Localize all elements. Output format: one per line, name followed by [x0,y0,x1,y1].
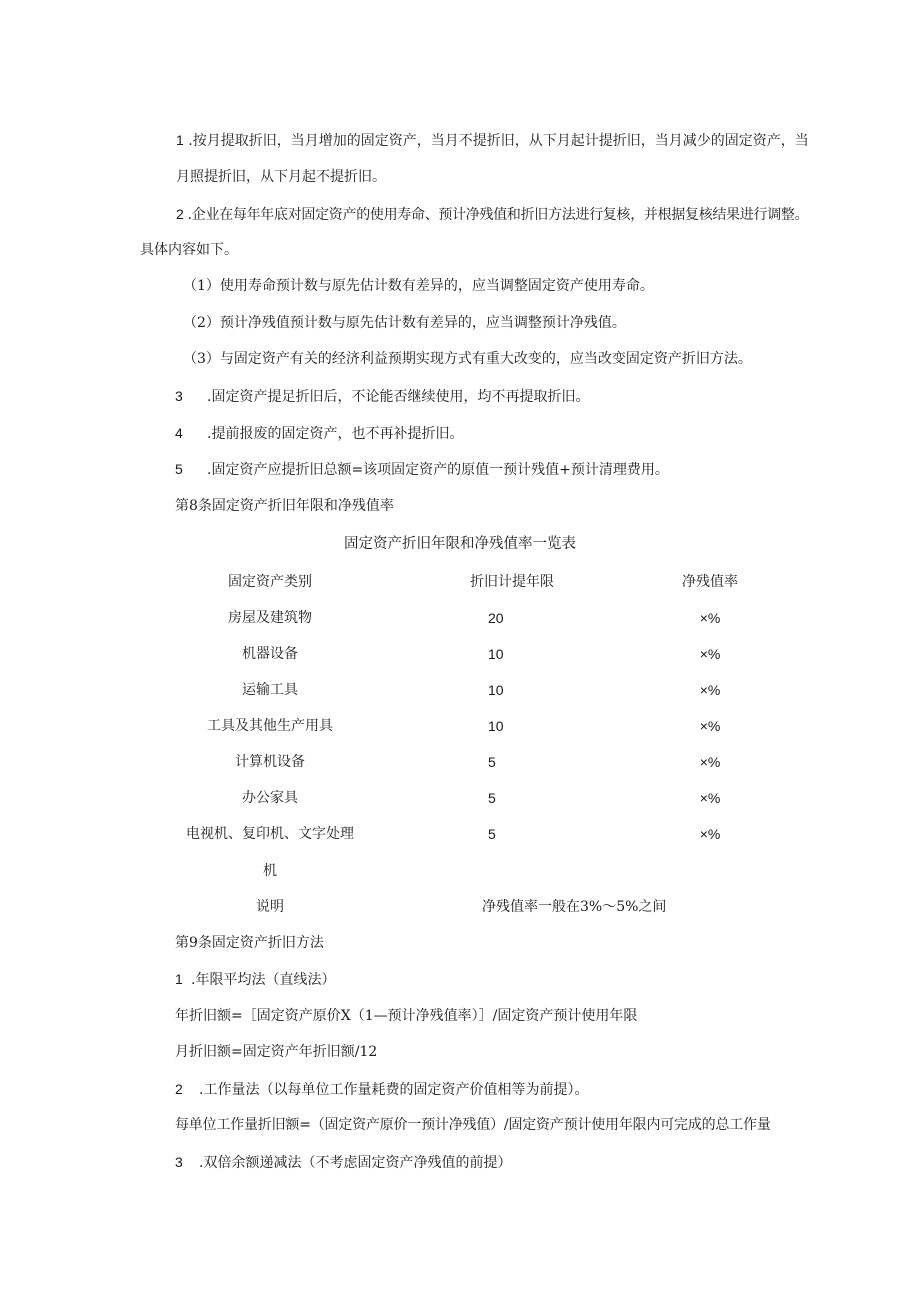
method-2-text: .工作量法（以每单位工作量耗费的固定资产价值相等为前提）。 [199,1082,589,1098]
note-text: 净残值率一般在3%～5%之间 [482,899,667,915]
paragraph-5 [175,460,669,479]
row-rate: ×% [699,826,721,842]
row-rate: ×% [699,718,721,734]
method-3-text: .双倍余额递减法（不考虑固定资产净残值的前提） [199,1155,512,1171]
method-1 [175,970,335,989]
row-category: 房屋及建筑物 [228,610,312,626]
paragraph-5-text: .固定资产应提折旧总额=该项固定资产的原值一预计残值+预计清理费用。 [207,462,669,478]
row-rate: ×% [699,646,721,662]
row-years: 5 [488,790,496,806]
paragraph-2 [176,205,808,224]
row-category: 计算机设备 [235,754,305,770]
method-1-number: 1 [175,971,183,987]
table-header-rate: 净残值率 [682,574,738,590]
row-years: 5 [488,826,496,842]
method-2-number: 2 [175,1081,183,1097]
row-years: 10 [488,718,504,734]
row-years: 5 [488,754,496,770]
paragraph-3-text: .固定资产提足折旧后，不论能否继续使用，均不再提取折旧。 [207,389,590,405]
paragraph-4-number: 4 [175,425,183,441]
paragraph-1 [176,131,809,150]
article-9-heading: 第9条固定资产折旧方法 [175,935,324,951]
article-8-heading: 第8条固定资产折旧年限和净残值率 [175,498,394,514]
row-rate: ×% [699,610,721,626]
sub-item-2: （2）预计净残值预计数与原先估计数有差异的，应当调整预计净残值。 [183,315,626,331]
paragraph-3-number: 3 [175,388,183,404]
sub-item-1: （1）使用寿命预计数与原先估计数有差异的，应当调整固定资产使用寿命。 [183,278,654,294]
method-2 [175,1080,588,1099]
row-category: 工具及其他生产用具 [207,718,333,734]
row-category-continued: 机 [263,863,277,879]
note-label: 说明 [256,899,284,915]
row-rate: ×% [699,790,721,806]
row-category: 办公家具 [242,790,298,806]
paragraph-4-text: .提前报废的固定资产，也不再补提折旧。 [207,426,464,442]
paragraph-4 [175,424,463,443]
method-1-formula-annual: 年折旧额=［固定资产原价X（1—预计净残值率）］/固定资产预计使用年限 [175,1008,638,1024]
paragraph-1-line-1: .按月提取折旧，当月增加的固定资产，当月不提折旧，从下月起计提折旧，当月减少的固定资产，当 [188,133,809,149]
row-category: 电视机、复印机、文字处理 [186,826,354,842]
row-years: 10 [488,646,504,662]
table-title: 固定资产折旧年限和净残值率一览表 [344,536,576,552]
paragraph-3 [175,387,589,406]
method-1-formula-monthly: 月折旧额=固定资产年折旧额/12 [175,1044,378,1060]
row-years: 10 [488,682,504,698]
paragraph-1-line-2: 月照提折旧，从下月起不提折旧。 [176,169,386,185]
paragraph-1-number: 1 [176,132,184,148]
method-2-formula: 每单位工作量折旧额=（固定资产原价一预计净残值）/固定资产预计使用年限内可完成的总工作量 [175,1117,771,1133]
paragraph-2-line-1: .企业在每年年底对固定资产的使用寿命、预计净残值和折旧方法进行复核，并根据复核结果进行调整。 [187,207,809,223]
method-3 [175,1153,511,1172]
paragraph-2-number: 2 [176,206,184,222]
table-header-years: 折旧计提年限 [470,574,554,590]
row-years: 20 [488,610,504,626]
row-rate: ×% [699,754,721,770]
sub-item-3: （3）与固定资产有关的经济利益预期实现方式有重大改变的，应当改变固定资产折旧方法。 [183,351,752,367]
row-category: 运输工具 [242,682,298,698]
paragraph-2-line-2: 具体内容如下。 [140,242,238,258]
table-header-category: 固定资产类别 [228,574,312,590]
method-3-number: 3 [175,1154,183,1170]
paragraph-5-number: 5 [175,461,183,477]
row-category: 机器设备 [242,646,298,662]
row-rate: ×% [699,682,721,698]
method-1-text: .年限平均法（直线法） [191,972,336,988]
